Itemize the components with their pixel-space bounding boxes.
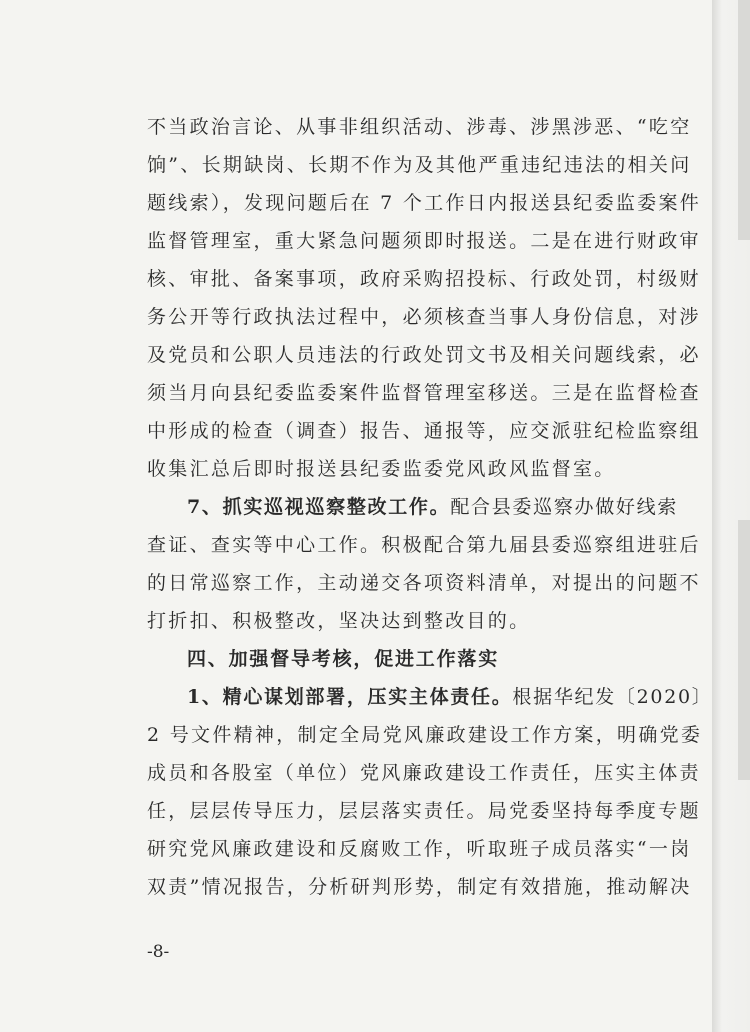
text-line: 中形成的检查（调查）报告、通报等，应交派驻纪检监察组 — [147, 420, 701, 442]
page-number: -8- — [147, 942, 170, 962]
text-line: 及党员和公职人员违法的行政处罚文书及相关问题线索，必 — [147, 344, 701, 366]
text-line: 查证、查实等中心工作。积极配合第九届县委巡察组进驻后 — [147, 534, 701, 556]
paragraph-1-text: 根据华纪发〔2020〕 — [512, 686, 713, 708]
text-line: 须当月向县纪委监委案件监督管理室移送。三是在监督检查 — [147, 382, 701, 404]
text-line: 监督管理室，重大紧急问题须即时报送。二是在进行财政审 — [147, 230, 701, 252]
scan-edge — [709, 0, 750, 1032]
paragraph-1-heading: 1、精心谋划部署，压实主体责任。 — [187, 686, 513, 708]
text-line: 成员和各股室（单位）党风廉政建设工作责任，压实主体责 — [147, 762, 701, 784]
text-line: 打折扣、积极整改，坚决达到整改目的。 — [147, 610, 531, 632]
text-line: 任，层层传导压力，层层落实责任。局党委坚持每季度专题 — [147, 800, 701, 822]
paragraph-7-heading: 7、抓实巡视巡察整改工作。 — [187, 496, 451, 518]
text-line: 题线索），发现问题后在 7 个工作日内报送县纪委监委案件 — [147, 192, 702, 214]
text-line: 不当政治言论、从事非组织活动、涉毒、涉黑涉恶、“吃空 — [147, 116, 692, 138]
paragraph-7-text: 配合县委巡察办做好线索 — [450, 496, 679, 518]
text-line: 研究党风廉政建设和反腐败工作，听取班子成员落实“一岗 — [147, 838, 692, 860]
text-line: 的日常巡察工作，主动递交各项资料清单，对提出的问题不 — [147, 572, 701, 594]
text-line: 务公开等行政执法过程中，必须核查当事人身份信息，对涉 — [147, 306, 701, 328]
text-line: 饷”、长期缺岗、长期不作为及其他严重违纪违法的相关问 — [147, 154, 692, 176]
text-line: 双责”情况报告，分析研判形势，制定有效措施，推动解决 — [147, 876, 692, 898]
paragraph-7-start — [147, 488, 679, 526]
text-line: 收集汇总后即时报送县纪委监委党风政风监督室。 — [147, 458, 616, 480]
paragraph-1-start — [147, 678, 713, 716]
section-heading: 四、加强督导考核，促进工作落实 — [187, 648, 500, 670]
text-line: 2 号文件精神，制定全局党风廉政建设工作方案，明确党委 — [147, 724, 703, 746]
text-line: 核、审批、备案事项，政府采购招投标、行政处罚，村级财 — [147, 268, 701, 290]
document-body — [147, 108, 713, 906]
